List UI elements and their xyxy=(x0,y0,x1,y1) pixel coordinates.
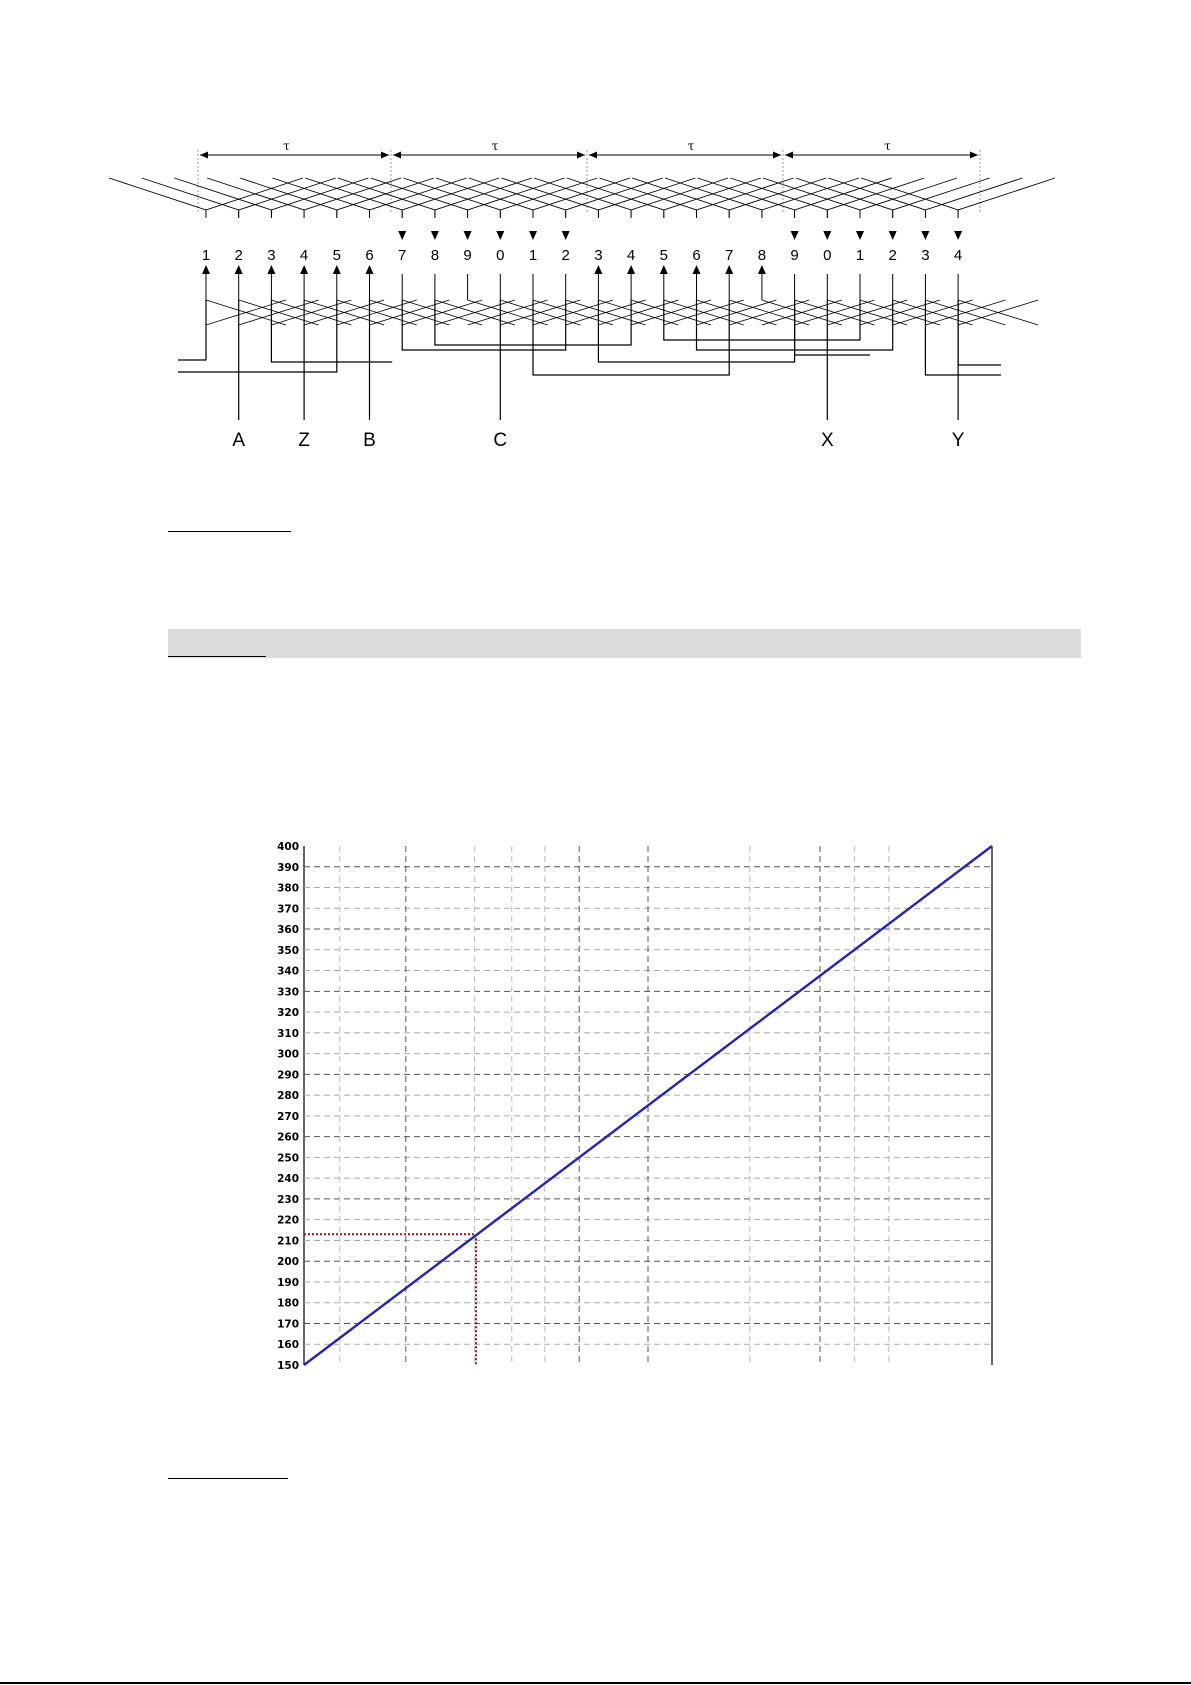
current-arrow-up xyxy=(758,265,766,274)
terminal-label-y: Y xyxy=(951,430,965,451)
current-arrow-up xyxy=(267,265,275,274)
page-bottom-rule xyxy=(0,1682,1191,1684)
y-tick-label: 370 xyxy=(277,903,299,916)
current-arrow-up xyxy=(333,265,341,274)
terminal-label-b: B xyxy=(363,430,376,451)
slot-number: 3 xyxy=(594,247,603,264)
current-arrow-up xyxy=(300,265,308,274)
y-tick-label: 310 xyxy=(277,1027,299,1040)
y-tick-label: 270 xyxy=(277,1110,299,1123)
pitch-arrowhead xyxy=(773,152,781,159)
end-connection-line xyxy=(828,178,925,218)
y-tick-label: 340 xyxy=(277,965,299,978)
pitch-arrowhead xyxy=(577,152,585,159)
terminal-label-a: A xyxy=(232,430,246,451)
current-arrow-up xyxy=(693,265,701,274)
slot-number: 9 xyxy=(790,247,799,264)
slot-number: 0 xyxy=(823,247,832,264)
connection-line xyxy=(178,300,337,372)
slot-number: 5 xyxy=(332,247,341,264)
y-tick-label: 260 xyxy=(277,1131,299,1144)
y-tick-label: 360 xyxy=(277,924,299,937)
slot-number: 6 xyxy=(692,247,701,264)
slot-number: 1 xyxy=(855,247,865,264)
y-tick-label: 300 xyxy=(277,1048,299,1061)
y-tick-label: 240 xyxy=(277,1173,299,1186)
current-arrow-down xyxy=(496,231,504,240)
y-tick-label: 290 xyxy=(277,1069,299,1082)
y-tick-label: 320 xyxy=(277,1007,299,1020)
slot-number: 8 xyxy=(757,247,767,264)
slot-number: 8 xyxy=(430,247,440,264)
y-tick-label: 230 xyxy=(277,1193,299,1206)
y-tick-label: 210 xyxy=(277,1235,299,1248)
current-arrow-up xyxy=(202,265,210,274)
slot-number: 2 xyxy=(561,247,570,264)
current-arrow-down xyxy=(431,231,439,240)
current-arrow-up xyxy=(366,265,374,274)
pitch-arrowhead xyxy=(381,152,389,159)
underline-1 xyxy=(168,531,291,532)
y-tick-label: 330 xyxy=(277,986,299,999)
end-connection-line xyxy=(861,178,958,218)
terminal-label-z: Z xyxy=(298,430,310,451)
slot-number: 7 xyxy=(398,247,407,264)
y-tick-label: 190 xyxy=(277,1276,299,1289)
current-arrow-up xyxy=(627,265,635,274)
end-connection-line xyxy=(206,178,303,218)
slot-number: 0 xyxy=(496,247,505,264)
y-tick-label: 250 xyxy=(277,1152,299,1165)
current-arrow-down xyxy=(791,231,799,240)
current-arrow-up xyxy=(594,265,602,274)
slot-number: 4 xyxy=(626,247,636,264)
connection-line xyxy=(795,300,870,355)
y-tick-label: 220 xyxy=(277,1214,299,1227)
current-arrow-down xyxy=(921,231,929,240)
current-arrow-down xyxy=(889,231,897,240)
winding-diagram xyxy=(0,0,1191,470)
terminal-label-x: X xyxy=(820,430,834,451)
slot-number: 5 xyxy=(659,247,668,264)
slot-number: 1 xyxy=(528,247,538,264)
underline-3 xyxy=(168,1478,288,1479)
y-tick-label: 160 xyxy=(277,1339,299,1352)
end-connection-line xyxy=(239,178,336,218)
pitch-label: τ xyxy=(884,139,891,153)
slot-number: 7 xyxy=(725,247,734,264)
slot-number: 2 xyxy=(234,247,243,264)
pitch-arrowhead xyxy=(785,152,793,159)
current-arrow-down xyxy=(954,231,962,240)
slot-number: 6 xyxy=(365,247,374,264)
pitch-arrowhead xyxy=(393,152,401,159)
y-tick-label: 350 xyxy=(277,944,299,957)
current-arrow-down xyxy=(398,231,406,240)
current-arrow-down xyxy=(856,231,864,240)
underline-2 xyxy=(168,656,266,657)
current-arrow-down xyxy=(464,231,472,240)
y-tick-label: 150 xyxy=(277,1360,299,1370)
connection-line xyxy=(178,300,206,360)
current-arrow-down xyxy=(529,231,537,240)
y-tick-label: 170 xyxy=(277,1318,299,1331)
slot-number: 1 xyxy=(201,247,211,264)
y-tick-label: 400 xyxy=(277,841,299,853)
pitch-arrowhead xyxy=(589,152,597,159)
current-arrow-up xyxy=(725,265,733,274)
slot-number: 3 xyxy=(921,247,930,264)
highlighted-line xyxy=(168,629,1081,658)
line-chart xyxy=(262,840,1002,1370)
current-arrow-up xyxy=(660,265,668,274)
y-tick-label: 390 xyxy=(277,861,299,874)
slot-number: 9 xyxy=(463,247,472,264)
pitch-arrowhead xyxy=(970,152,978,159)
current-arrow-up xyxy=(235,265,243,274)
slot-number: 4 xyxy=(953,247,963,264)
pitch-arrowhead xyxy=(200,152,208,159)
pitch-label: τ xyxy=(283,139,290,153)
current-arrow-down xyxy=(823,231,831,240)
current-arrow-down xyxy=(562,231,570,240)
slot-number: 4 xyxy=(299,247,309,264)
y-tick-label: 180 xyxy=(277,1297,299,1310)
pitch-label: τ xyxy=(491,139,499,153)
y-tick-label: 280 xyxy=(277,1090,299,1103)
pitch-label: τ xyxy=(687,139,695,153)
slot-number: 3 xyxy=(267,247,276,264)
y-tick-label: 200 xyxy=(277,1256,299,1269)
connection-line xyxy=(958,300,1001,365)
y-tick-label: 380 xyxy=(277,882,299,895)
slot-number: 2 xyxy=(888,247,897,264)
terminal-label-c: C xyxy=(493,430,508,451)
